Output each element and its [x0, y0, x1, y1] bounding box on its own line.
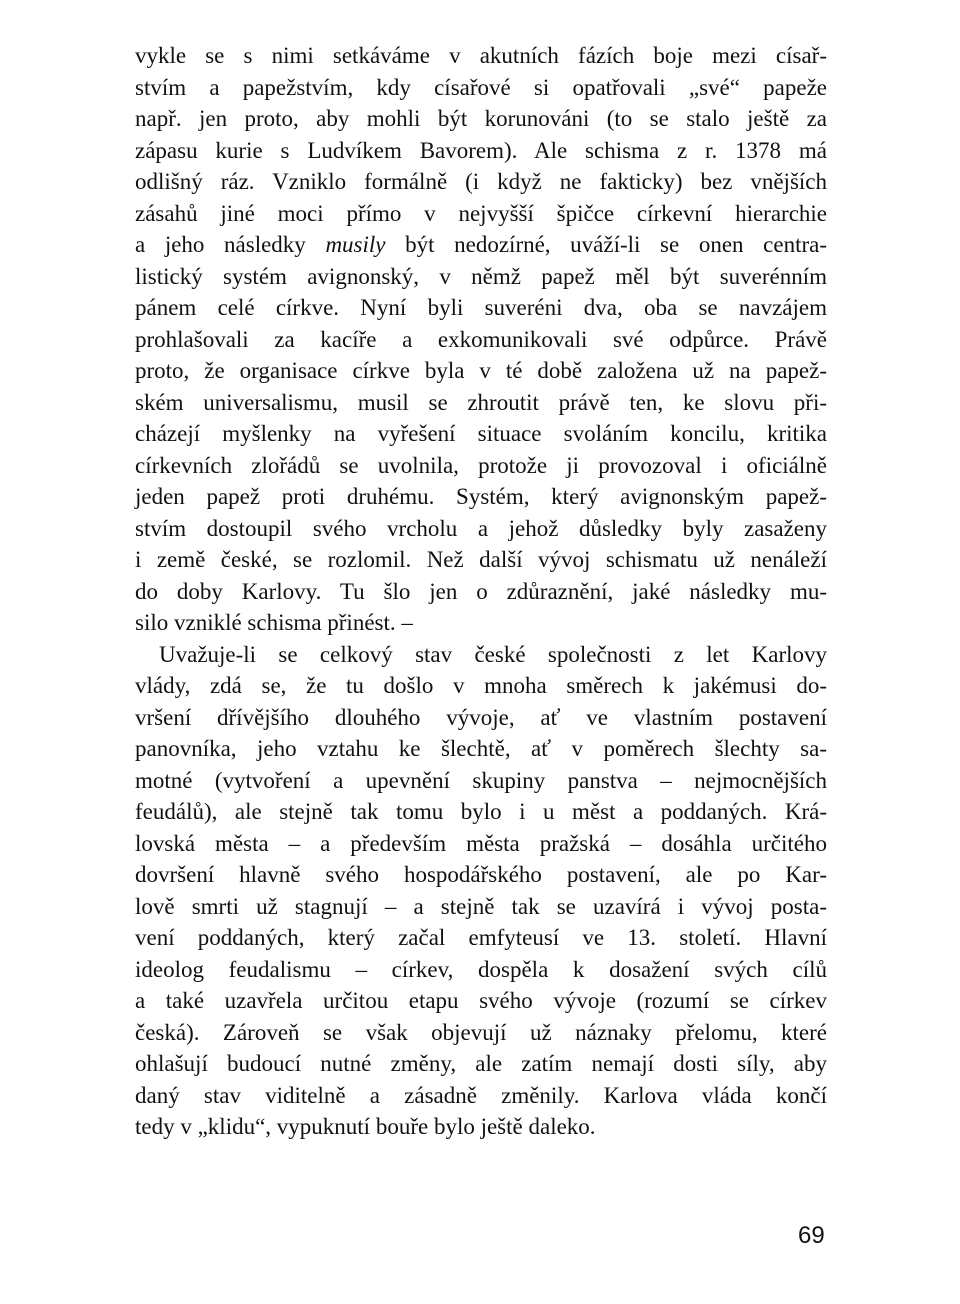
text-line: stvím a papežstvím, kdy císařové si opatřovali „své“ papeže — [135, 74, 827, 100]
text-line: ideolog feudalismu – církev, dospěla k dosažení svých cílů — [135, 956, 827, 982]
paragraph-2 — [135, 639, 827, 1143]
text-line: proto, že organisace církve byla v té době založena už na papež- — [135, 358, 827, 383]
text-line: feudálů), ale stejně tak tomu bylo i u měst a poddaných. Krá- — [135, 799, 827, 824]
text-line: do doby Karlovy. Tu šlo jen o zdůraznění, jaké následky mu- — [135, 578, 827, 604]
text-line: církevních zlořádů se uvolnila, protože ji provozoval i oficiálně — [135, 452, 827, 478]
text-line: vykle se s nimi setkáváme v akutních fázích boje mezi císař- — [135, 43, 827, 68]
text-line: cházejí myšlenky na vyřešení situace svoláním koncilu, kritika — [135, 421, 827, 446]
text-line: odlišný ráz. Vzniklo formálně (i když ne fakticky) bez vnějších — [135, 169, 827, 194]
text-line: ohlašují budoucí nutné změny, ale zatím nemají dosti síly, aby — [135, 1051, 827, 1076]
text-line: listický systém avignonský, v němž papež měl být suverénním — [135, 263, 827, 289]
paragraph-1 — [135, 40, 827, 639]
text-line: dovršení hlavně svého hospodářského postavení, ale po Kar- — [135, 862, 827, 887]
text-line: panovníka, jeho vztahu ke šlechtě, ať v poměrech šlechty sa- — [135, 736, 827, 761]
text-line: Uvažuje-li se celkový stav české společnosti z let Karlovy — [159, 641, 827, 667]
text-line: motné (vytvoření a upevnění skupiny panstva – nejmocnějších — [135, 767, 827, 793]
page-number: 69 — [798, 1222, 825, 1249]
text-line: tedy v „klidu“, vypuknutí bouře bylo ještě daleko. — [135, 1114, 596, 1139]
text-line: vršení dřívějšího dlouhého vývoje, ať ve vlastním postavení — [135, 704, 827, 730]
text-line: jeden papež proti druhému. Systém, který avignonským papež- — [135, 484, 827, 509]
italic-word: musily — [325, 232, 386, 257]
text-line: např. jen proto, aby mohli být korunováni (to se stalo ještě za — [135, 106, 827, 131]
text-line: lovská města – a především města pražská – dosáhla určitého — [135, 830, 827, 856]
text-line: pánem celé církve. Nyní byli suveréni dva, oba se navzájem — [135, 295, 827, 320]
text-line: prohlašovali za kacíře a exkomunikovali své odpůrce. Právě — [135, 326, 827, 352]
text-line: i země české, se rozlomil. Než další vývoj schismatu už nenáleží — [135, 547, 827, 572]
text-line: česká). Zároveň se však objevují už náznaky přelomu, které — [135, 1019, 827, 1045]
text-line: vení poddaných, který začal emfyteusí ve 13. století. Hlavní — [135, 925, 827, 950]
text-line: stvím dostoupil svého vrcholu a jehož důsledky byly zasaženy — [135, 515, 827, 541]
text-line: vlády, zdá se, že tu došlo v mnoha směrech k jakémusi do- — [135, 673, 827, 698]
text-line: ském universalismu, musil se zhroutit právě ten, ke slovu při- — [135, 389, 827, 415]
text-line: silo vzniklé schisma přinést. – — [135, 610, 413, 635]
body-text — [135, 40, 827, 1143]
text-line: zápasu kurie s Ludvíkem Bavorem). Ale schisma z r. 1378 má — [135, 137, 827, 163]
text-line-with-italic: a jeho následky musily být nedozírné, uváží-li se onen centra- — [135, 232, 827, 257]
text-line: daný stav viditelně a zásadně změnily. Karlova vláda končí — [135, 1082, 827, 1108]
text-line: zásahů jiné moci přímo v nejvyšší špičce církevní hierarchie — [135, 200, 827, 226]
text-line: lově smrti už stagnují – a stejně tak se uzavírá i vývoj posta- — [135, 893, 827, 919]
text-line: a také uzavřela určitou etapu svého vývoje (rozumí se církev — [135, 988, 827, 1013]
